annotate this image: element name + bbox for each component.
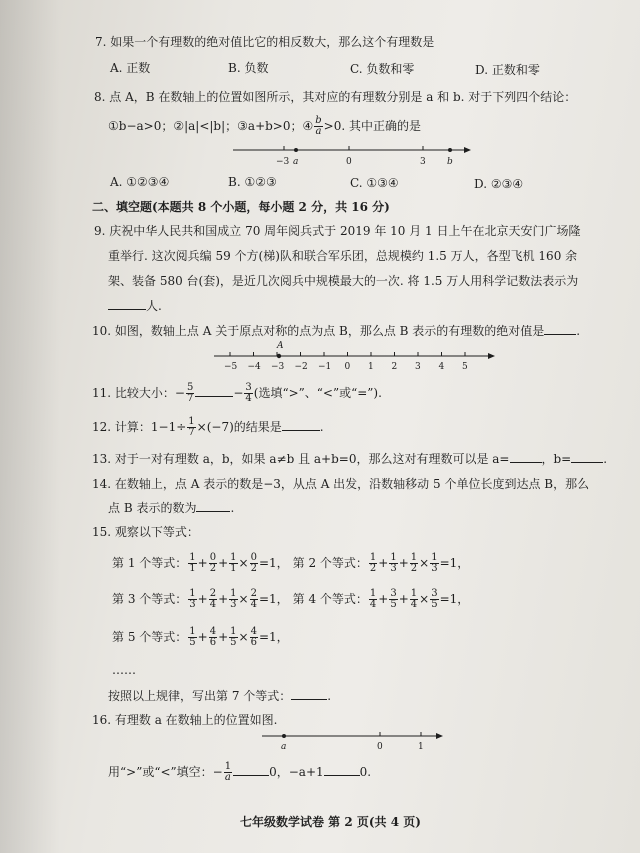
q15-frac-num: 4: [209, 626, 217, 637]
q15-stem: 15. 观察以下等式：: [92, 525, 199, 539]
q15-eq-result: =1，: [439, 556, 470, 570]
q15-frac-den: 6: [209, 637, 217, 648]
q15-fraction: [188, 553, 196, 574]
q15-eq5: [112, 626, 289, 648]
q10-tick-label: 3: [415, 362, 421, 372]
q14-blank[interactable]: [196, 500, 230, 512]
q15-operator: ×: [238, 630, 249, 644]
q13-blank-a[interactable]: [510, 451, 542, 463]
q8-axis-label-b: b: [447, 157, 453, 167]
q15-frac-den: 1: [230, 563, 237, 574]
q8-axis-label-neg3: −3: [276, 157, 290, 167]
q10-stem-text: 10. 如图，数轴上点 A 关于原点对称的点为点 B，那么点 B 表示的有理数的绝对值是: [92, 324, 545, 338]
q15-fraction: [250, 553, 258, 574]
q11: [92, 378, 382, 408]
q16-number-line: [260, 728, 450, 754]
q15-fraction: [188, 589, 196, 610]
q15-frac-den: 5: [230, 637, 237, 648]
q12-prefix: 12. 计算：1−1÷: [92, 420, 187, 434]
q15-operator: +: [378, 592, 389, 606]
q7-stem: 7. 如果一个有理数的绝对值比它的相反数大，那么这个有理数是: [95, 35, 435, 49]
q16-frac: [224, 762, 232, 783]
q15-operator: +: [197, 592, 208, 606]
q15-fraction: [389, 589, 397, 610]
q12-frac-num: 1: [188, 416, 195, 427]
q15-frac-den: 5: [390, 599, 397, 610]
q15-frac-den: 2: [250, 563, 257, 574]
q15-frac-num: 4: [250, 626, 257, 637]
q15-frac-num: 1: [189, 552, 196, 563]
q11-prefix: 11. 比较大小：−: [92, 386, 185, 400]
q15-eq1: [112, 552, 289, 574]
q16-frac-num: 1: [224, 761, 232, 772]
q15-frac-num: 0: [209, 552, 217, 563]
q15-fraction: [410, 553, 418, 574]
q15-frac-num: 2: [209, 588, 217, 599]
q15-eq2: [292, 552, 470, 574]
q8-conds-a: ①b−a>0；②|a|<|b|；③a+b>0；④: [108, 119, 314, 133]
q15-frac-den: 5: [189, 637, 196, 648]
q12-blank[interactable]: [282, 419, 320, 431]
q15-eq4: [292, 588, 470, 610]
q15-operator: ×: [419, 592, 430, 606]
q15-frac-num: 3: [390, 588, 397, 599]
q15-eq-row-2: [112, 584, 469, 614]
q11-frac1-num: 5: [186, 382, 194, 393]
q15-frac-den: 6: [250, 637, 257, 648]
q7-option-b: B. 负数: [228, 61, 269, 75]
q15-fraction: [430, 553, 438, 574]
q15-operator: +: [378, 556, 389, 570]
q8-option-b: B. ①②③: [228, 175, 277, 189]
q15-eq-label: 第 4 个等式：: [292, 592, 368, 606]
q10-tick-label: −5: [224, 362, 238, 372]
q8-option-a: A. ①②③④: [110, 175, 170, 189]
q15-frac-den: 2: [369, 563, 377, 574]
q15-operator: ×: [419, 556, 430, 570]
q9-line3: 架、装备 580 台(套)，是近几次阅兵中规模最大的一次. 将 1.5 万人用科学记数法表示为: [108, 274, 579, 288]
q15-frac-num: 1: [369, 588, 377, 599]
q15-eq-label: 第 3 个等式：: [112, 592, 188, 606]
q15-frac-num: 3: [431, 588, 438, 599]
q15-eq-row-3: [112, 622, 289, 652]
q16-axis-label-1: 1: [418, 742, 424, 752]
q15-fraction: [229, 589, 237, 610]
q15-frac-num: 1: [189, 626, 196, 637]
q15-operator: ×: [238, 592, 249, 606]
q9-line2: 重举行. 这次阅兵编 59 个方(梯)队和联合军乐团，总规模约 1.5 万人，各型飞机 160 余: [108, 249, 578, 263]
q8-fraction: [314, 116, 322, 137]
q15-fraction: [369, 553, 377, 574]
q11-frac1: [186, 383, 194, 404]
q8-axis-label-3: 3: [420, 157, 426, 167]
q14-line2-text: 点 B 表示的数为: [108, 501, 197, 515]
q16-fill-prefix: 用“>”或“<”填空：−: [108, 765, 223, 779]
q8-conditions: [108, 116, 421, 137]
q15-dots: ……: [112, 663, 136, 677]
q15-fraction: [430, 589, 438, 610]
q11-frac2-den: 4: [245, 393, 252, 404]
q10-tick-label: 5: [462, 362, 468, 372]
q16-axis-label-a: a: [281, 742, 287, 752]
q15-operator: +: [218, 630, 229, 644]
q10-tick-label: −3: [271, 362, 285, 372]
q15-operator: +: [197, 556, 208, 570]
q15-eq-label: 第 2 个等式：: [292, 556, 368, 570]
q15-operator: +: [398, 592, 409, 606]
q16-blank-1[interactable]: [233, 764, 269, 776]
q16-blank-2[interactable]: [324, 764, 360, 776]
q15-eq-row-1: [112, 548, 469, 578]
q8-number-line: [228, 142, 478, 170]
q14-line2: 点 B 表示的数为 .: [108, 501, 235, 515]
q15-fraction: [209, 589, 217, 610]
q15-fraction: [188, 627, 196, 648]
q15-eq-label: 第 5 个等式：: [112, 630, 188, 644]
q15-frac-num: 1: [431, 552, 438, 563]
q15-fraction: [229, 627, 237, 648]
q10-tick-label: 4: [438, 362, 445, 372]
q13-text: 13. 对于一对有理数 a，b，如果 a≠b 且 a+b=0，那么这对有理数可以是 a=: [92, 452, 510, 466]
q15-fraction: [209, 627, 217, 648]
q15-fraction: [250, 589, 258, 610]
q11-frac1-den: 7: [186, 393, 194, 404]
q15-frac-num: 1: [410, 552, 418, 563]
q7-option-a: A. 正数: [110, 61, 151, 75]
q15-eq-result: =1，: [258, 556, 289, 570]
q15-frac-den: 4: [209, 599, 217, 610]
q13: 13. 对于一对有理数 a，b，如果 a≠b 且 a+b=0，那么这对有理数可以是 a= ，b= .: [92, 452, 608, 466]
q15-frac-den: 3: [390, 563, 397, 574]
q15-eq-result: =1，: [439, 592, 470, 606]
q15-frac-den: 3: [431, 563, 438, 574]
q15-fraction: [229, 553, 237, 574]
q13-blank-b[interactable]: [571, 451, 603, 463]
q15-frac-num: 1: [189, 588, 196, 599]
q12-frac: [187, 417, 195, 438]
q11-frac2-num: 3: [245, 382, 252, 393]
q7-option-c: C. 负数和零: [350, 62, 415, 76]
q15-frac-den: 3: [189, 599, 196, 610]
q16-end: 0.: [359, 765, 372, 779]
q15-frac-num: 2: [250, 588, 257, 599]
q9-line4: 人.: [146, 299, 162, 313]
q15-operator: +: [398, 556, 409, 570]
q12-suffix: ×(−7)的结果是: [196, 420, 282, 434]
q15-blank[interactable]: [291, 688, 327, 700]
q10-tick-label: 1: [368, 362, 374, 372]
q8-axis-label-0: 0: [346, 157, 352, 167]
q8-axis-label-a: a: [293, 157, 299, 167]
q10-tick-label: −4: [247, 362, 261, 372]
q14-line1: 14. 在数轴上，点 A 表示的数是−3，从点 A 出发，沿数轴移动 5 个单位长度到达点 B，那么: [92, 477, 590, 491]
q10-tick-label: −2: [294, 362, 308, 372]
page-shadow: [0, 0, 60, 853]
q15-eq-result: =1，: [258, 592, 289, 606]
q8-stem: 8. 点 A，B 在数轴上的位置如图所示，其对应的有理数分别是 a 和 b. 对于下列四个结论：: [94, 90, 577, 104]
q13-mid: ，b=: [541, 452, 572, 466]
q15-frac-den: 5: [431, 599, 438, 610]
q15-frac-num: 0: [250, 552, 257, 563]
q15-fraction: [250, 627, 258, 648]
q15-frac-den: 4: [369, 599, 377, 610]
q15-ask-text: 按照以上规律，写出第 7 个等式：: [108, 689, 292, 703]
q10-tick-label: 2: [391, 362, 398, 372]
q10-tick-label: 0: [344, 362, 351, 372]
q15-fraction: [369, 589, 377, 610]
q15-operator: +: [218, 592, 229, 606]
q12-frac-den: 7: [188, 427, 195, 438]
q15-eq-result: =1，: [258, 630, 289, 644]
q11-minus: −: [233, 386, 244, 400]
q16-axis-label-0: 0: [377, 742, 383, 752]
q10-number-line: [210, 338, 500, 372]
q10-tick-label: −1: [318, 362, 332, 372]
q9-line1: 9. 庆祝中华人民共和国成立 70 周年阅兵式于 2019 年 10 月 1 日上午在北京天安门广场隆: [94, 224, 581, 238]
q16-stem: 16. 有理数 a 在数轴上的位置如图.: [92, 713, 278, 727]
q15-fraction: [410, 589, 418, 610]
q16-fill: [108, 757, 371, 787]
q15-frac-den: 3: [230, 599, 237, 610]
q15-frac-den: 4: [410, 599, 418, 610]
q10-blank[interactable]: [544, 323, 576, 335]
q15-frac-num: 1: [410, 588, 418, 599]
q10-stem: 10. 如图，数轴上点 A 关于原点对称的点为点 B，那么点 B 表示的有理数的绝对值是 .: [92, 324, 581, 338]
q15-operator: +: [197, 630, 208, 644]
q15-ask: 按照以上规律，写出第 7 个等式： .: [108, 689, 332, 703]
q15-frac-num: 1: [369, 552, 377, 563]
q15-frac-den: 2: [410, 563, 418, 574]
q11-blank[interactable]: [195, 385, 233, 397]
q15-fraction: [389, 553, 397, 574]
q15-frac-num: 1: [230, 552, 237, 563]
q16-mid: 0，−a+1: [269, 765, 324, 779]
q9-blank[interactable]: [108, 298, 146, 310]
q10-ticks: [224, 352, 468, 372]
q15-frac-den: 1: [189, 563, 196, 574]
section-2-heading: 二、填空题(本题共 8 个小题，每小题 2 分，共 16 分): [92, 200, 390, 214]
q16-frac-den: a: [224, 772, 231, 783]
page-footer: 七年级数学试卷 第 2 页(共 4 页): [240, 815, 421, 829]
q10-point-a-label: A: [277, 341, 284, 351]
q8-option-c: C. ①③④: [350, 176, 399, 190]
q8-frac-den: a: [315, 126, 322, 137]
q8-frac-num: b: [315, 115, 322, 126]
q9-answer-line: [108, 298, 162, 314]
q12: 12. 计算：1−1÷ $\frac{1}{7}$ ×(−7)的结果是 .: [92, 416, 324, 438]
q15-frac-num: 1: [390, 552, 397, 563]
q8-conds-b: >0. 其中正确的是: [323, 119, 421, 133]
q15-frac-num: 1: [230, 626, 237, 637]
q15-eq-label: 第 1 个等式：: [112, 556, 188, 570]
q15-eq3: [112, 588, 289, 610]
q11-frac2: [244, 383, 252, 404]
q7-option-d: D. 正数和零: [475, 63, 540, 77]
q8-option-d: D. ②③④: [474, 177, 524, 191]
q15-operator: ×: [238, 556, 249, 570]
q15-frac-den: 2: [209, 563, 217, 574]
q11-suffix: (选填“>”、“<”或“=”).: [253, 386, 382, 400]
q15-frac-den: 4: [250, 599, 257, 610]
q15-fraction: [209, 553, 217, 574]
q15-operator: +: [218, 556, 229, 570]
q15-frac-num: 1: [230, 588, 237, 599]
